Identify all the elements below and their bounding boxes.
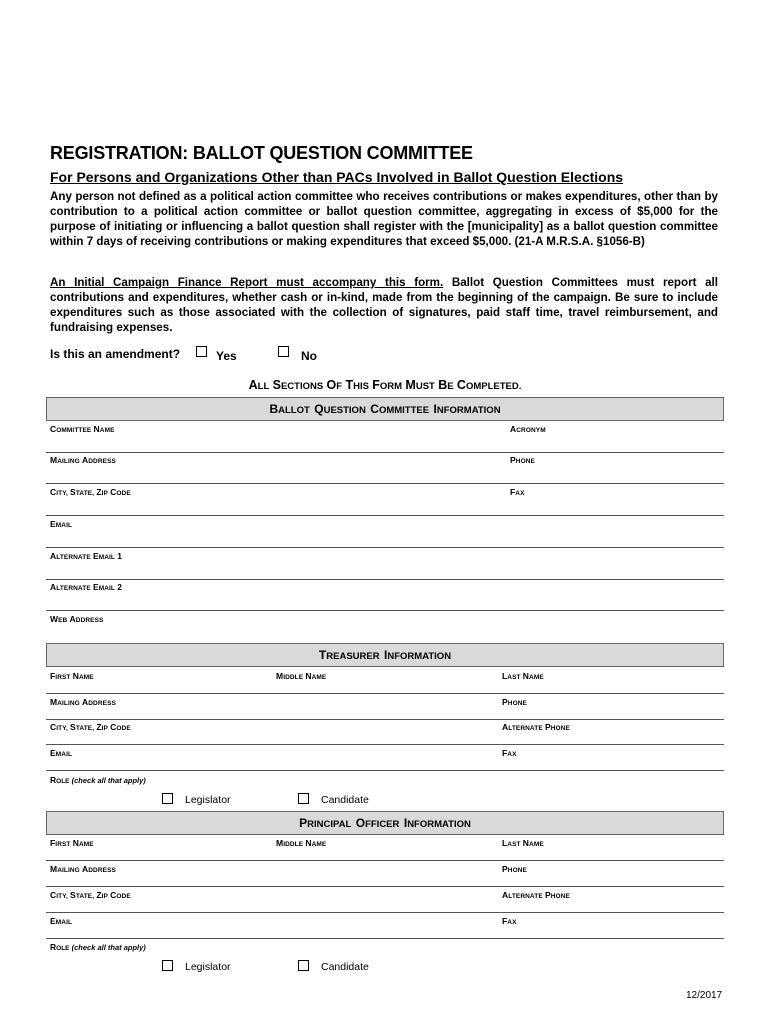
- divider: [46, 579, 724, 580]
- divider: [46, 693, 724, 694]
- divider: [46, 452, 724, 453]
- treasurer-fax-label: FAX: [502, 748, 517, 758]
- treasurer-legislator-checkbox[interactable]: [162, 793, 173, 804]
- amendment-yes-label: Yes: [216, 349, 237, 363]
- amendment-yes-checkbox[interactable]: [196, 346, 207, 357]
- amendment-no-checkbox[interactable]: [278, 346, 289, 357]
- treasurer-alternate-phone-label: ALTERNATE PHONE: [502, 722, 570, 732]
- amendment-no-label: No: [301, 349, 317, 363]
- divider: [46, 886, 724, 887]
- principal-phone-label: PHONE: [502, 864, 527, 874]
- principal-city-state-zip-label: CITY, STATE, ZIP CODE: [50, 890, 131, 900]
- principal-role-label: [50, 942, 146, 952]
- committee-section-header-text: BALLOT QUESTION COMMITTEE INFORMATION: [269, 402, 501, 416]
- treasurer-section-header-text: TREASURER INFORMATION: [318, 648, 452, 662]
- alternate-email-1-label: ALTERNATE EMAIL 1: [50, 551, 123, 561]
- treasurer-legislator-label: Legislator: [185, 794, 231, 806]
- committee-name-label: COMMITTEE NAME: [50, 424, 115, 434]
- intro-paragraph: Any person not defined as a political action committee who receives contributions or makes expenditures, other than by contribution to a political action committee or ballot question committee, aggregating in excess of $5,000 for the purpose of initiating or influencing a ballot question shall register with the [municipality] as a ballot question committee within 7 days of receiving contributions or making expenditures that exceed $5,000. (21-A M.R.S.A. §1056-B): [50, 190, 718, 248]
- amendment-question: Is this an amendment?: [50, 347, 181, 361]
- divider: [46, 938, 724, 939]
- committee-phone-label: PHONE: [510, 455, 535, 465]
- principal-last-name-label: LAST NAME: [502, 838, 544, 848]
- acronym-label: ACRONYM: [510, 424, 546, 434]
- treasurer-candidate-label: Candidate: [321, 794, 369, 806]
- alternate-email-2-label: ALTERNATE EMAIL 2: [50, 582, 123, 592]
- all-sections-notice: [0, 378, 770, 392]
- divider: [46, 515, 724, 516]
- principal-candidate-label: Candidate: [321, 961, 369, 973]
- web-address-label: WEB ADDRESS: [50, 614, 104, 624]
- principal-section-header: [46, 811, 724, 835]
- report-notice-underlined: An Initial Campaign Finance Report must accompany this form.: [50, 276, 444, 289]
- committee-section-header: [46, 397, 724, 421]
- treasurer-section-header: [46, 643, 724, 667]
- divider: [46, 719, 724, 720]
- principal-role-hint: (check all that apply): [71, 943, 146, 952]
- all-sections-notice-text: ALL SECTIONS OF THIS FORM MUST BE COMPLETED.: [248, 378, 522, 392]
- divider: [46, 860, 724, 861]
- principal-middle-name-label: MIDDLE NAME: [276, 838, 327, 848]
- committee-mailing-address-label: MAILING ADDRESS: [50, 455, 116, 465]
- divider: [46, 912, 724, 913]
- page-subtitle: For Persons and Organizations Other than PACs Involved in Ballot Question Elections: [50, 169, 624, 185]
- committee-fax-label: FAX: [510, 487, 525, 497]
- revision-date: 12/2017: [686, 990, 723, 1001]
- treasurer-role-hint: (check all that apply): [71, 776, 146, 785]
- principal-mailing-address-label: MAILING ADDRESS: [50, 864, 116, 874]
- treasurer-first-name-label: FIRST NAME: [50, 671, 94, 681]
- treasurer-role-label-text: ROLE: [50, 775, 70, 785]
- committee-email-label: EMAIL: [50, 519, 73, 529]
- treasurer-role-label: [50, 775, 146, 785]
- treasurer-middle-name-label: MIDDLE NAME: [276, 671, 327, 681]
- treasurer-candidate-checkbox[interactable]: [298, 793, 309, 804]
- principal-legislator-checkbox[interactable]: [162, 960, 173, 971]
- page-title: REGISTRATION: BALLOT QUESTION COMMITTEE: [50, 143, 473, 163]
- principal-candidate-checkbox[interactable]: [298, 960, 309, 971]
- principal-fax-label: FAX: [502, 916, 517, 926]
- report-notice: [50, 275, 718, 335]
- report-notice-rest: Ballot Question Committees must report all contributions and expenditures, whether cash or in-kind, made from the beginning of the campaign. Be sure to include expenditures such as those associated with the collection of signatures, paid staff time, travel reimbursement, and fundraising expenses.: [50, 276, 718, 334]
- divider: [46, 547, 724, 548]
- divider: [46, 610, 724, 611]
- principal-first-name-label: FIRST NAME: [50, 838, 94, 848]
- principal-alternate-phone-label: ALTERNATE PHONE: [502, 890, 570, 900]
- principal-legislator-label: Legislator: [185, 961, 231, 973]
- principal-email-label: EMAIL: [50, 916, 73, 926]
- treasurer-phone-label: PHONE: [502, 697, 527, 707]
- divider: [46, 483, 724, 484]
- divider: [46, 770, 724, 771]
- divider: [46, 744, 724, 745]
- treasurer-mailing-address-label: MAILING ADDRESS: [50, 697, 116, 707]
- principal-section-header-text: PRINCIPAL OFFICER INFORMATION: [299, 816, 471, 830]
- committee-city-state-zip-label: CITY, STATE, ZIP CODE: [50, 487, 131, 497]
- treasurer-email-label: EMAIL: [50, 748, 73, 758]
- principal-role-label-text: ROLE: [50, 942, 70, 952]
- treasurer-last-name-label: LAST NAME: [502, 671, 544, 681]
- treasurer-city-state-zip-label: CITY, STATE, ZIP CODE: [50, 722, 131, 732]
